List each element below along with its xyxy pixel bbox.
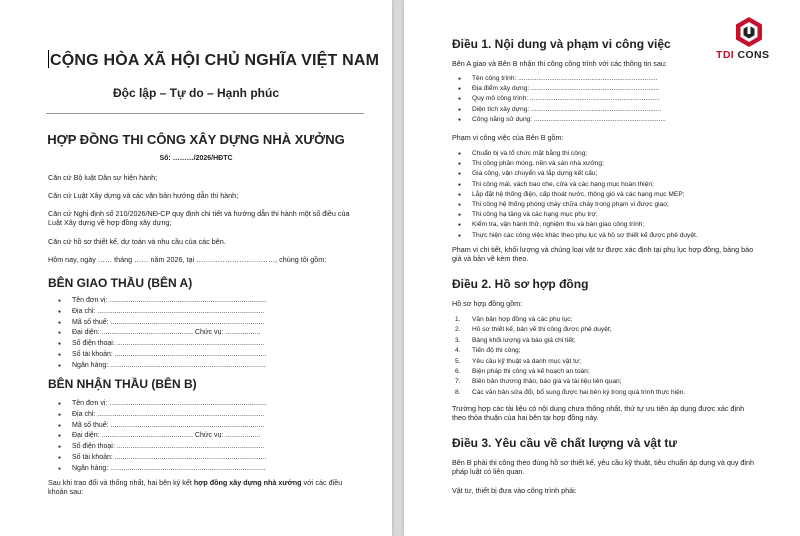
document-item: 7. Biên bản thương thảo, báo giá và tài liệu liên quan; <box>455 378 622 386</box>
nation-heading: CỘNG HÒA XÃ HỘI CHỦ NGHĨA VIỆT NAM <box>50 52 380 69</box>
project-info-item: ● Địa điểm xây dựng: ...................................................................... <box>452 84 666 94</box>
project-info-item: ● Công năng sử dụng: ........................................................................ <box>452 115 666 125</box>
document-item: 2. Hồ sơ thiết kế, bản vẽ thi công được phê duyệt; <box>455 326 612 334</box>
scope-item: ● Chuẩn bị và tổ chức mặt bằng thi công; <box>452 149 698 159</box>
party-b-field: ● Mã số thuế: ............................................................................... <box>56 421 267 432</box>
article-1-intro: Bên A giao và Bên B nhận thi công công trình với các thông tin sau: <box>452 59 667 68</box>
scope-item: ● Thi công hạ tầng và các hạng mục phụ trợ; <box>452 210 698 220</box>
motto: Độc lập – Tự do – Hạnh phúc <box>112 86 280 100</box>
party-a-fields <box>56 296 267 372</box>
document-item: 1. Văn bản hợp đồng và các phụ lục; <box>455 316 573 323</box>
article-2-heading: Điều 2. Hồ sơ hợp đồng <box>452 277 589 291</box>
project-info-item: ● Tên công trình: ............................................................................ <box>452 74 666 84</box>
party-b-field: ● Số tài khoản: .............................................................................. <box>56 453 267 464</box>
scope-intro: Phạm vi công việc của Bên B gồm: <box>452 133 564 142</box>
today-line: Hôm nay, ngày …… tháng …… năm 2026, tại ……………………………, chúng tôi gồm: <box>48 255 327 264</box>
scope-item: ● Lắp đặt hệ thống điện, cấp thoát nước, thông gió và các hạng mục MEP; <box>452 190 698 200</box>
legal-basis-1: Căn cứ Bộ luật Dân sự hiện hành; <box>48 173 158 182</box>
article-1-heading: Điều 1. Nội dung và phạm vi công việc <box>452 37 671 51</box>
contract-page-1 <box>0 0 392 536</box>
scope-item: ● Kiểm tra, vận hành thử, nghiệm thu và bàn giao công trình; <box>452 220 698 230</box>
party-a-field: ● Địa chỉ: ...................................................................................... <box>56 307 267 318</box>
project-info-item: ● Diện tích xây dựng: ....................................................................... <box>452 105 666 115</box>
logo-wordmark: TDI CONS <box>716 49 770 61</box>
scope-item: ● Thi công phần móng, nền và sàn nhà xưởng; <box>452 159 698 169</box>
contract-page-2 <box>404 0 800 536</box>
scope-item: ● Thực hiện các công việc khác theo phụ lục và hồ sơ thiết kế được phê duyệt. <box>452 231 698 241</box>
logo-mark-icon <box>734 16 764 48</box>
party-b-field: ● Đại diện: ............................................... Chức vụ: .................. <box>56 431 267 442</box>
party-b-field: ● Địa chỉ: ...................................................................................... <box>56 410 267 421</box>
document-item: 6. Biện pháp thi công và kế hoạch an toàn; <box>455 368 590 376</box>
document-list <box>452 315 685 398</box>
scope-note: Phạm vi chi tiết, khối lượng và chủng loại vật tư được xác định tại phụ lục hợp đồng, bảng báo giá và bản vẽ kèm theo. <box>452 245 754 263</box>
party-a-field: ● Ngân hàng: ................................................................................ <box>56 361 267 372</box>
scope-list <box>452 149 698 241</box>
party-b-field: ● Tên đơn vị: ................................................................................. <box>56 399 267 410</box>
article-3-heading: Điều 3. Yêu cầu về chất lượng và vật tư <box>452 436 678 450</box>
legal-basis-2: Căn cứ Luật Xây dựng và các văn bản hướng dẫn thi hành; <box>48 191 239 200</box>
project-info-item: ● Quy mô công trình: ....................................................................... <box>452 94 666 104</box>
scope-item: ● Thi công hệ thống phòng cháy chữa cháy trong phạm vi được giao; <box>452 200 698 210</box>
party-b-heading: BÊN NHẬN THẦU (BÊN B) <box>48 377 197 391</box>
closing-paragraph: Sau khi trao đổi và thống nhất, hai bên ký kết hợp đồng xây dựng nhà xưởng với các điều khoản sau: <box>48 478 343 496</box>
party-a-heading: BÊN GIAO THẦU (BÊN A) <box>48 276 193 290</box>
project-info-list <box>452 74 666 125</box>
contract-title: HỢP ĐỒNG THI CÔNG XÂY DỰNG NHÀ XƯỞNG <box>47 132 345 147</box>
document-item: 8. Các văn bản sửa đổi, bổ sung được hai bên ký trong quá trình thực hiện. <box>455 388 686 396</box>
scope-item: ● Gia công, vận chuyển và lắp dựng kết cấu; <box>452 169 698 179</box>
party-a-field: ● Đại diện: ............................................... Chức vụ: .................. <box>56 328 267 339</box>
party-b-field: ● Ngân hàng: ................................................................................ <box>56 464 267 475</box>
contract-number: Số: ………/2026/HĐTC <box>159 155 233 162</box>
article-3-para-2: Vật tư, thiết bị đưa vào công trình phải: <box>452 486 577 495</box>
divider <box>46 113 364 114</box>
text-cursor <box>48 50 49 68</box>
party-a-field: ● Mã số thuế: ............................................................................... <box>56 318 267 329</box>
document-item: 4. Tiến độ thi công; <box>455 347 521 355</box>
legal-basis-4: Căn cứ hồ sơ thiết kế, dự toán và nhu cầu của các bên. <box>48 237 226 246</box>
article-3-para-1: Bên B phải thi công theo đúng hồ sơ thiết kế, yêu cầu kỹ thuật, tiêu chuẩn áp dụng và quy định pháp luật có liên quan. <box>452 458 755 476</box>
document-item: 5. Yêu cầu kỹ thuật và danh mục vật tư; <box>455 357 582 365</box>
scope-item: ● Thi công mái, vách bao che, cửa và các hạng mục hoàn thiện; <box>452 180 698 190</box>
party-a-field: ● Tên đơn vị: ................................................................................. <box>56 296 267 307</box>
party-b-field: ● Số điện thoại: ............................................................................ <box>56 442 267 453</box>
party-a-field: ● Số điện thoại: ............................................................................ <box>56 339 267 350</box>
party-b-fields <box>56 399 267 475</box>
party-a-field: ● Số tài khoản: .............................................................................. <box>56 350 267 361</box>
priority-note: Trường hợp các tài liệu có nội dung chưa thống nhất, thứ tự ưu tiên áp dụng được xác định theo thỏa thuận của hai bên tại hợp đồng này. <box>452 404 745 422</box>
legal-basis-3: Căn cứ Nghị định số 210/2026/NĐ-CP quy định chi tiết và hướng dẫn thi hành một số điều của Luật Xây dựng về hợp đồng xây dựng; <box>48 209 350 227</box>
document-item: 3. Bảng khối lượng và báo giá chi tiết; <box>455 336 576 344</box>
article-2-intro: Hồ sơ hợp đồng gồm: <box>452 299 523 308</box>
